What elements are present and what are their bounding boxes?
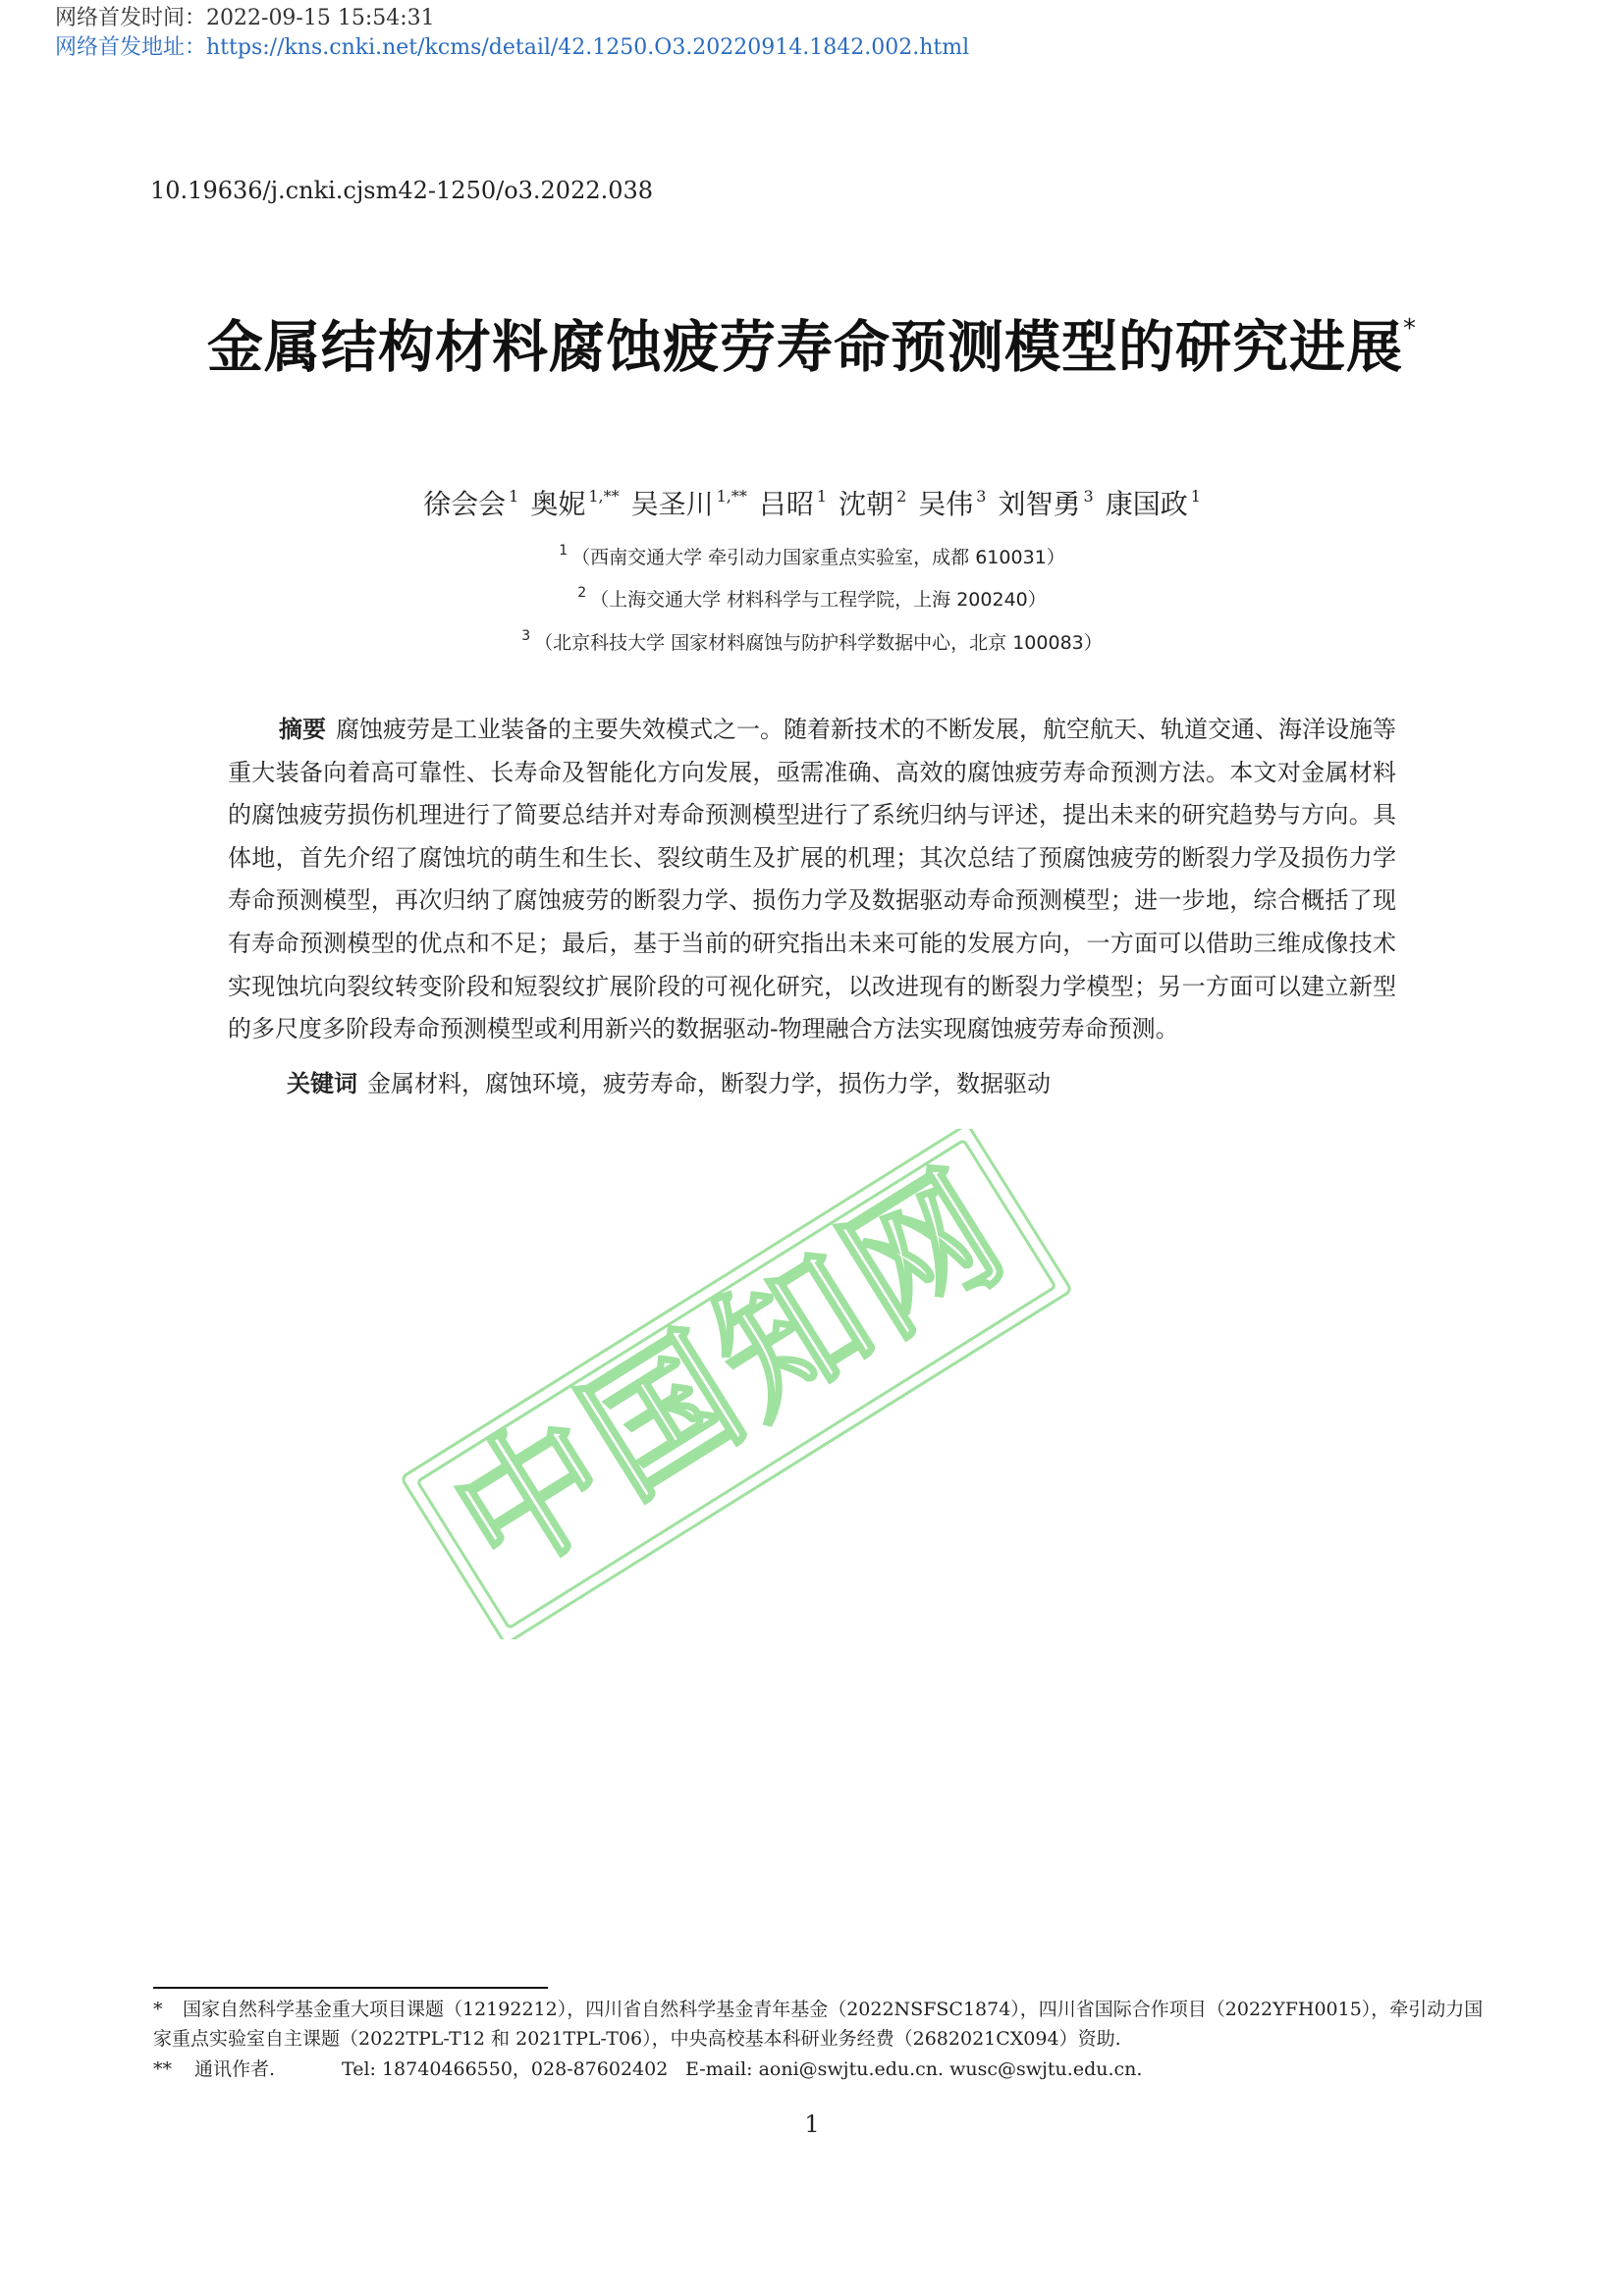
author-name: 刘智勇 <box>998 488 1081 520</box>
author-name: 沈朝 <box>839 488 894 520</box>
keywords-text: 金属材料，腐蚀环境，疲劳寿命，断裂力学，损伤力学，数据驱动 <box>367 1070 1051 1097</box>
affiliation-number: 3 <box>521 628 531 644</box>
author-name: 康国政 <box>1105 488 1188 520</box>
author <box>530 488 619 520</box>
paper-title-text: 金属结构材料腐蚀疲劳寿命预测模型的研究进展 <box>207 315 1403 380</box>
contact-tel: Tel: 18740466550，028-87602402 <box>342 2058 669 2080</box>
funding-footnote-text: 国家自然科学基金重大项目课题（12192212），四川省自然科学基金青年基金（2022NSFSC1874），四川省国际合作项目（2022YFH0015），牵引动力国家重点实验室自主课题（2022TPL-T12 和 2021TPL-T06），中央高校基本科研业务经费（2682021CX094）资助. <box>153 1999 1484 2050</box>
contact-footnote-mark: ** <box>153 2058 172 2080</box>
publish-time-value: 2022-09-15 15:54:31 <box>206 6 435 30</box>
author <box>631 488 747 520</box>
footnote-divider <box>153 1987 548 1989</box>
affiliation-text: （北京科技大学 国家材料腐蚀与防护科学数据中心，北京 100083） <box>534 632 1103 654</box>
author-affiliation-mark: 1 <box>509 487 519 506</box>
watermark-text: 中国知网 <box>425 1140 1036 1610</box>
affiliation-1 <box>0 543 1624 569</box>
author <box>918 488 986 520</box>
affiliation-number: 1 <box>559 543 568 559</box>
abstract-text: 腐蚀疲劳是工业装备的主要失效模式之一。随着新技术的不断发展，航空航天、轨道交通、海洋设施等重大装备向着高可靠性、长寿命及智能化方向发展，亟需准确、高效的腐蚀疲劳寿命预测方法。本文对金属材料的腐蚀疲劳损伤机理进行了简要总结并对寿命预测模型进行了系统归纳与评述，提出未来的研究趋势与方向。具体地，首先介绍了腐蚀坑的萌生和生长、裂纹萌生及扩展的机理；其次总结了预腐蚀疲劳的断裂力学及损伤力学寿命预测模型，再次归纳了腐蚀疲劳的断裂力学、损伤力学及数据驱动寿命预测模型；进一步地，综合概括了现有寿命预测模型的优点和不足；最后，基于当前的研究指出未来可能的发展方向，一方面可以借助三维成像技术实现蚀坑向裂纹转变阶段和短裂纹扩展阶段的可视化研究，以改进现有的断裂力学模型；另一方面可以建立新型的多尺度多阶段寿命预测模型或利用新兴的数据驱动-物理融合方法实现腐蚀疲劳寿命预测。 <box>228 716 1396 1043</box>
funding-footnote <box>153 1995 1487 2054</box>
publish-url-line[interactable] <box>55 33 969 63</box>
contact-footnote <box>153 2055 1487 2084</box>
affiliation-2 <box>0 585 1624 612</box>
cnki-watermark <box>363 1129 1110 1639</box>
affiliation-text: （西南交通大学 牵引动力国家重点实验室，成都 610031） <box>571 547 1065 568</box>
author <box>423 488 518 520</box>
contact-email: E-mail: aoni@swjtu.edu.cn. wusc@swjtu.edu.cn. <box>685 2058 1143 2080</box>
author-name: 吕昭 <box>758 488 814 520</box>
funding-footnote-mark: * <box>153 1999 163 2020</box>
author-list <box>0 483 1624 522</box>
author-name: 奥妮 <box>530 488 586 520</box>
doi: 10.19636/j.cnki.cjsm42-1250/o3.2022.038 <box>150 177 654 204</box>
keywords <box>228 1064 1396 1098</box>
author-name: 徐会会 <box>423 488 507 520</box>
author-affiliation-mark: 1 <box>816 487 828 506</box>
author <box>759 488 827 520</box>
online-publication-info <box>55 4 969 63</box>
author-affiliation-mark: 2 <box>896 487 907 506</box>
author-affiliation-mark: 1,** <box>588 487 620 506</box>
author-affiliation-mark: 1,** <box>716 487 747 506</box>
author <box>1106 488 1201 520</box>
title-footnote-mark: * <box>1403 314 1417 344</box>
paper-title <box>0 302 1624 383</box>
abstract-label: 摘要 <box>279 716 326 743</box>
contact-label: 通讯作者. <box>194 2058 276 2080</box>
author-affiliation-mark: 1 <box>1190 487 1201 506</box>
publish-url-label: 网络首发地址： <box>55 35 207 60</box>
affiliation-3 <box>0 628 1624 655</box>
abstract <box>228 709 1396 1051</box>
affiliation-text: （上海交通大学 材料科学与工程学院，上海 200240） <box>590 589 1047 611</box>
author <box>839 488 906 520</box>
author-affiliation-mark: 3 <box>976 487 987 506</box>
affiliation-number: 2 <box>577 585 587 601</box>
page-number: 1 <box>804 2110 820 2138</box>
publish-url-link[interactable]: https://kns.cnki.net/kcms/detail/42.1250.O3.20220914.1842.002.html <box>206 35 970 60</box>
publish-time-label: 网络首发时间： <box>55 6 207 30</box>
author <box>998 488 1093 520</box>
author-name: 吴圣川 <box>630 488 714 520</box>
author-affiliation-mark: 3 <box>1083 487 1094 506</box>
keywords-label: 关键词 <box>287 1070 357 1097</box>
publish-time-line <box>55 4 969 33</box>
author-name: 吴伟 <box>918 488 974 520</box>
